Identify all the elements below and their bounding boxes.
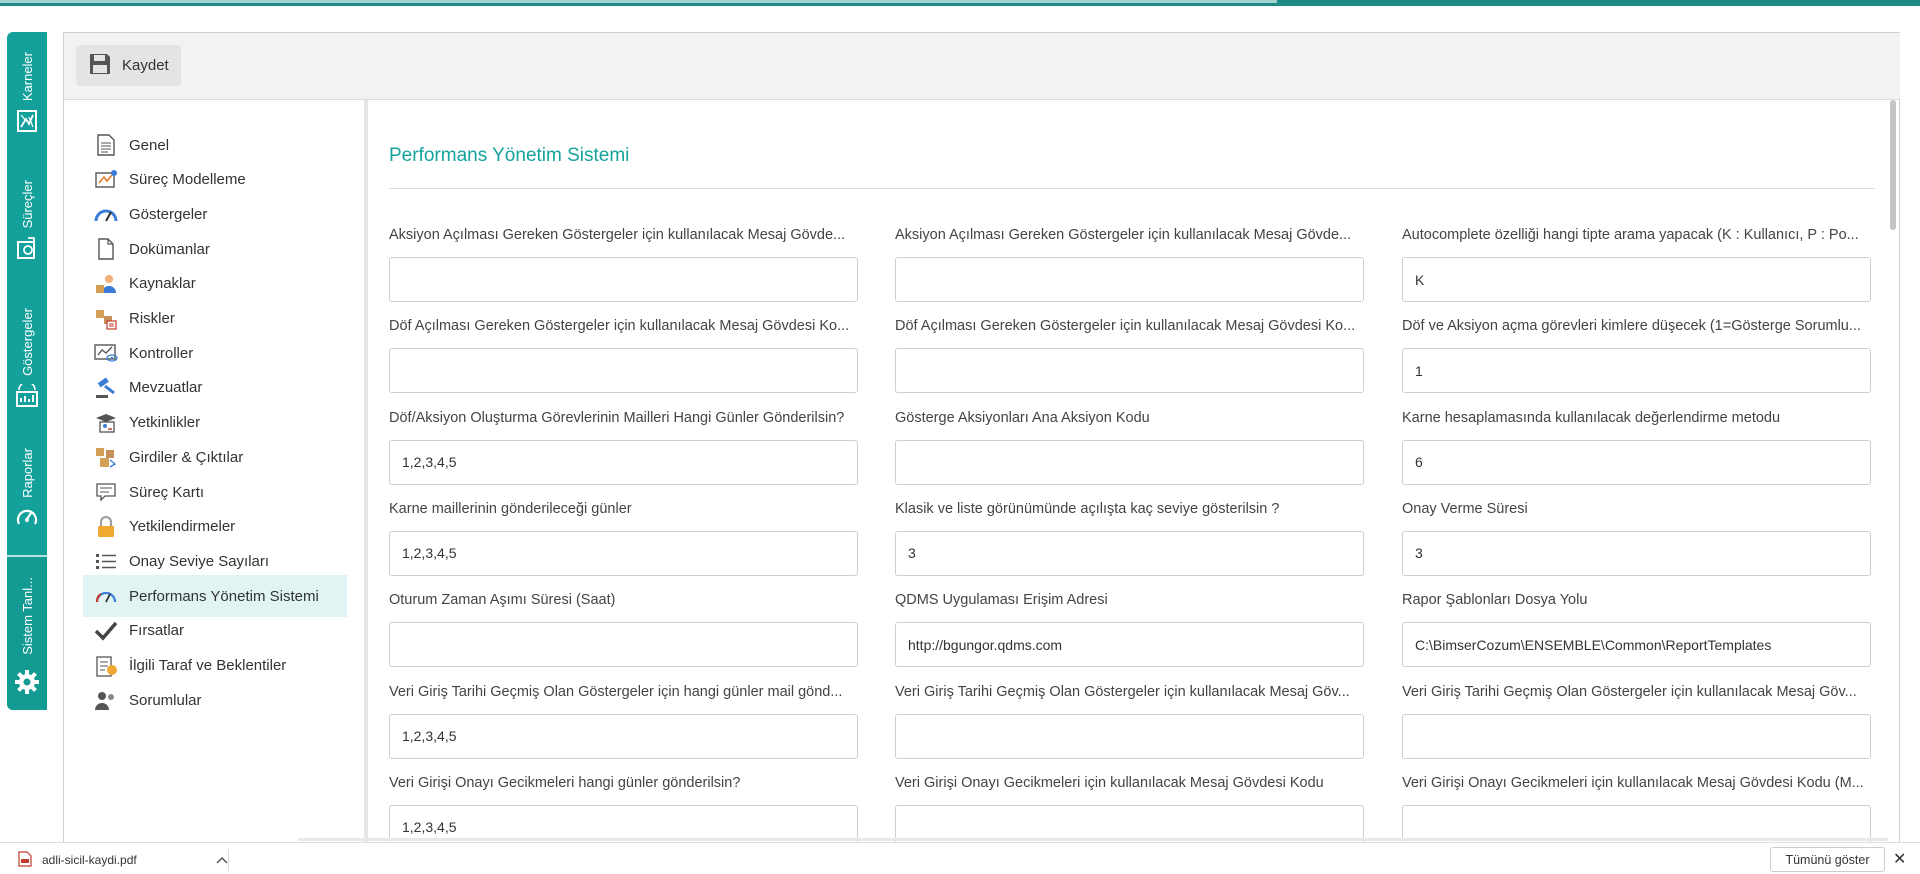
- lock-icon: [93, 514, 119, 540]
- field-label: Rapor Şablonları Dosya Yolu: [1402, 592, 1588, 609]
- field-label: Veri Girişi Onayı Gecikmeleri için kullanılacak Mesaj Gövdesi Kodu: [895, 774, 1324, 791]
- process-icon: [16, 236, 38, 265]
- top-loading-bar: [0, 0, 1920, 6]
- save-button-label: Kaydet: [122, 57, 169, 74]
- setting-field: [1402, 226, 1871, 302]
- sidebar-item-label: Genel: [129, 136, 170, 154]
- settings-menu: [64, 100, 368, 843]
- horizontal-scrollbar[interactable]: [298, 838, 1888, 841]
- setting-field: [1402, 409, 1871, 485]
- field-label: Onay Verme Süresi: [1402, 500, 1528, 517]
- setting-field: [895, 591, 1364, 667]
- loading-progress: [0, 0, 1277, 3]
- reports-icon: [16, 506, 38, 533]
- setting-field: [895, 774, 1364, 843]
- sidebar-item-label: Kaynaklar: [129, 275, 196, 293]
- setting-input[interactable]: [389, 622, 858, 667]
- indicators-icon: [15, 384, 39, 413]
- process-model-icon: [93, 167, 119, 193]
- setting-input[interactable]: [389, 714, 858, 759]
- title-divider: [389, 188, 1875, 189]
- setting-input[interactable]: [389, 348, 858, 393]
- tab-gostergeler[interactable]: [7, 308, 47, 432]
- field-label: Döf Açılması Gereken Göstergeler için kullanılacak Mesaj Gövdesi Ko...: [389, 318, 850, 335]
- save-button[interactable]: [76, 45, 181, 86]
- setting-input[interactable]: [1402, 257, 1871, 302]
- sidebar-item-label: Göstergeler: [129, 205, 208, 223]
- setting-input[interactable]: [895, 531, 1364, 576]
- setting-field: [389, 226, 858, 302]
- setting-field: [895, 500, 1364, 576]
- people-icon: [93, 687, 119, 713]
- sidebar-item-label: Dokümanlar: [129, 240, 210, 258]
- tab-sistem-tanimlari[interactable]: [7, 557, 47, 710]
- setting-input[interactable]: [1402, 622, 1871, 667]
- divider: [228, 849, 229, 871]
- field-label: Veri Girişi Onayı Gecikmeleri için kullanılacak Mesaj Gövdesi Kodu (M...: [1402, 774, 1864, 791]
- setting-field: [1402, 500, 1871, 576]
- setting-field: [1402, 774, 1871, 843]
- setting-input[interactable]: [389, 257, 858, 302]
- card-icon: [93, 479, 119, 505]
- field-label: Döf/Aksiyon Oluşturma Görevlerinin Mailleri Hangi Günler Gönderilsin?: [389, 409, 845, 426]
- tab-label: Raporlar: [19, 448, 35, 498]
- setting-field: [389, 683, 858, 759]
- field-label: Aksiyon Açılması Gereken Göstergeler için kullanılacak Mesaj Gövde...: [389, 227, 846, 243]
- field-label: Aksiyon Açılması Gereken Göstergeler için kullanılacak Mesaj Gövde...: [895, 227, 1352, 243]
- sidebar-item-label: İlgili Taraf ve Beklentiler: [129, 657, 287, 674]
- pdf-file-icon: [18, 851, 32, 870]
- setting-input[interactable]: [1402, 531, 1871, 576]
- setting-input[interactable]: [389, 531, 858, 576]
- gear-icon: [14, 669, 40, 700]
- tab-surecler[interactable]: [7, 180, 47, 292]
- setting-field: [895, 317, 1364, 393]
- download-file-name: adli-sicil-kaydi.pdf: [42, 853, 137, 867]
- stakeholder-icon: [93, 653, 119, 679]
- setting-input[interactable]: [1402, 714, 1871, 759]
- field-label: Veri Giriş Tarihi Geçmiş Olan Göstergeler için hangi günler mail gönd...: [389, 683, 843, 700]
- setting-input[interactable]: [895, 622, 1364, 667]
- chevron-up-icon[interactable]: [216, 853, 228, 867]
- setting-field: [389, 591, 858, 667]
- tab-label: Göstergeler: [19, 308, 35, 376]
- setting-field: [389, 500, 858, 576]
- setting-input[interactable]: [895, 257, 1364, 302]
- sidebar-item[interactable]: [83, 679, 347, 721]
- setting-input[interactable]: [895, 348, 1364, 393]
- document-list-icon: [93, 132, 119, 158]
- setting-field: [1402, 591, 1871, 667]
- field-label: Veri Giriş Tarihi Geçmiş Olan Göstergeler için kullanılacak Mesaj Göv...: [1402, 683, 1857, 700]
- module-tab-strip: [7, 32, 47, 710]
- sidebar-item-label: Yetkilendirmeler: [129, 518, 236, 536]
- setting-field: [895, 409, 1364, 485]
- download-item[interactable]: [18, 849, 228, 871]
- field-label: Veri Giriş Tarihi Geçmiş Olan Göstergeler için kullanılacak Mesaj Göv...: [895, 683, 1350, 700]
- controls-icon: [93, 340, 119, 366]
- sidebar-item-label: Riskler: [129, 310, 175, 327]
- download-bar: [0, 842, 1920, 874]
- field-label: Döf ve Aksiyon açma görevleri kimlere düşecek (1=Gösterge Sorumlu...: [1402, 318, 1861, 335]
- tab-raporlar[interactable]: [7, 448, 47, 548]
- field-label: Karne hesaplamasında kullanılacak değerlendirme metodu: [1402, 409, 1781, 426]
- field-label: Veri Girişi Onayı Gecikmeleri hangi günler gönderilsin?: [389, 774, 741, 791]
- performance-gauge-icon: [93, 583, 119, 609]
- checkmark-icon: [93, 618, 119, 644]
- setting-field: [389, 317, 858, 393]
- tab-label: Sistem Tanl...: [19, 577, 35, 655]
- gavel-icon: [93, 375, 119, 401]
- list-icon: [93, 548, 119, 574]
- setting-field: [389, 409, 858, 485]
- floppy-disk-icon: [88, 52, 112, 80]
- setting-input[interactable]: [895, 440, 1364, 485]
- tab-label: Karneler: [19, 52, 35, 102]
- field-label: QDMS Uygulaması Erişim Adresi: [895, 592, 1108, 609]
- close-download-bar-icon[interactable]: ✕: [1893, 851, 1907, 868]
- sidebar-item-label: Sorumlular: [129, 691, 202, 709]
- sidebar-item-label: Performans Yönetim Sistemi: [129, 587, 319, 605]
- sidebar-item-label: Yetkinlikler: [129, 414, 201, 432]
- sidebar-item-label: Kontroller: [129, 344, 194, 362]
- scorecard-icon: [16, 109, 38, 138]
- show-all-downloads-button[interactable]: Tümünü göster: [1770, 847, 1885, 872]
- page-title: Performans Yönetim Sistemi: [389, 145, 630, 166]
- settings-window: [63, 32, 1900, 842]
- setting-field: [895, 226, 1364, 302]
- setting-input[interactable]: [1402, 440, 1871, 485]
- sidebar-item-label: Girdiler & Çıktılar: [129, 448, 244, 466]
- tab-karneler[interactable]: [7, 52, 47, 164]
- field-label: Autocomplete özelliği hangi tipte arama yapacak (K : Kullanıcı, P : Po...: [1402, 227, 1859, 243]
- page-icon: [93, 236, 119, 262]
- field-label: Karne maillerinin gönderileceği günler: [389, 500, 632, 517]
- risks-icon: [93, 306, 119, 332]
- tab-label: Süreçler: [19, 180, 35, 229]
- setting-field: [1402, 683, 1871, 759]
- setting-field: [389, 774, 858, 843]
- setting-input[interactable]: [895, 714, 1364, 759]
- resources-icon: [93, 271, 119, 297]
- field-label: Oturum Zaman Aşımı Süresi (Saat): [389, 592, 616, 609]
- sidebar-item-label: Süreç Modelleme: [129, 171, 246, 189]
- content-scrollbar-thumb[interactable]: [1890, 100, 1896, 230]
- settings-content: [389, 100, 1889, 843]
- field-label: Gösterge Aksiyonları Ana Aksiyon Kodu: [895, 409, 1150, 426]
- io-icon: [93, 444, 119, 470]
- setting-input[interactable]: [1402, 348, 1871, 393]
- setting-field: [1402, 317, 1871, 393]
- sidebar-item-label: Fırsatlar: [129, 622, 185, 640]
- sidebar-item-label: Onay Seviye Sayıları: [129, 552, 270, 570]
- toolbar: [64, 33, 1900, 100]
- setting-input[interactable]: [389, 440, 858, 485]
- field-label: Klasik ve liste görünümünde açılışta kaç seviye gösterilsin ?: [895, 500, 1280, 517]
- field-label: Döf Açılması Gereken Göstergeler için kullanılacak Mesaj Gövdesi Ko...: [895, 318, 1356, 335]
- competency-icon: [93, 410, 119, 436]
- setting-field: [895, 683, 1364, 759]
- sidebar-item-label: Mevzuatlar: [129, 379, 203, 397]
- sidebar-item-label: Süreç Kartı: [129, 483, 205, 501]
- gauge-icon: [93, 201, 119, 227]
